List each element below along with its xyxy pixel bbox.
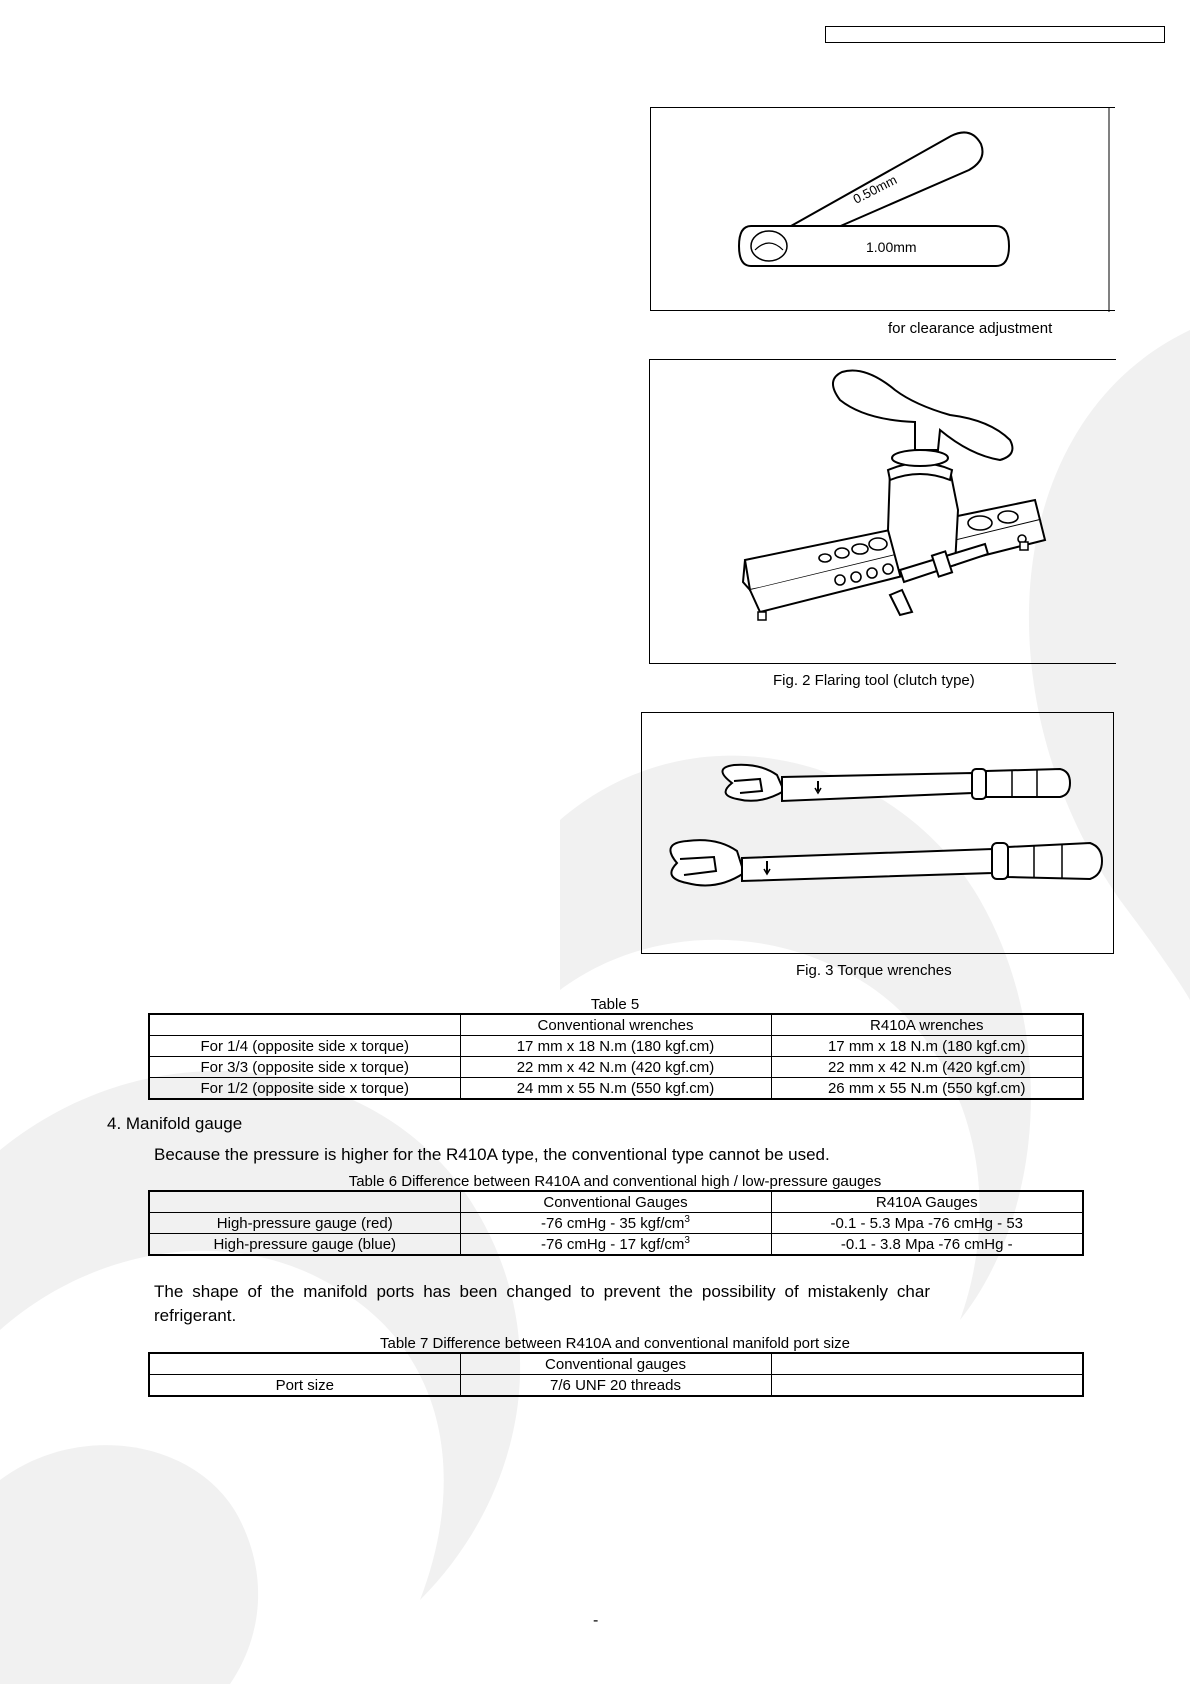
figure-torque-wrenches: [641, 712, 1114, 954]
table-cell: For 1/2 (opposite side x torque): [149, 1078, 460, 1100]
flaring-tool-drawing: [650, 360, 1117, 665]
gauge-label-050: 0.50mm: [850, 171, 900, 207]
superscript: 3: [684, 1234, 690, 1246]
figure-flaring-tool: [649, 359, 1116, 664]
superscript: 3: [684, 1213, 690, 1225]
table-cell: 22 mm x 42 N.m (420 kgf.cm): [460, 1057, 771, 1078]
paragraph-manifold-ports: The shape of the manifold ports has been changed to prevent the possibility of mistakenly char refrigerant.: [154, 1282, 930, 1325]
table6-header-row: [149, 1191, 1083, 1213]
figure-caption-feeler: for clearance adjustment: [888, 320, 1053, 337]
table-cell: 7/6 UNF 20 threads: [460, 1375, 771, 1397]
table-cell: 17 mm x 18 N.m (180 kgf.cm): [460, 1036, 771, 1057]
table-cell: 17 mm x 18 N.m (180 kgf.cm): [771, 1036, 1083, 1057]
table5-header-row: [149, 1014, 1083, 1036]
table-cell: [460, 1213, 771, 1234]
torque-wrenches-drawing: [642, 713, 1113, 953]
figure-feeler-gauge: [650, 107, 1115, 311]
table-cell: -0.1 - 3.8 Mpa -76 cmHg -: [771, 1234, 1083, 1256]
table-cell: 26 mm x 55 N.m (550 kgf.cm): [771, 1078, 1083, 1100]
cell-value: -76 cmHg - 35 kgf/cm: [541, 1214, 685, 1232]
table5-title: Table 5: [590, 996, 640, 1013]
section-heading-manifold-gauge: 4. Manifold gauge: [107, 1114, 243, 1133]
table-header-cell: Conventional wrenches: [460, 1014, 771, 1036]
table-cell: High-pressure gauge (red): [149, 1213, 460, 1234]
table5: [148, 1013, 1084, 1100]
header-doc-box: [825, 26, 1165, 43]
table-header-cell: [149, 1353, 460, 1375]
table-header-cell: [149, 1191, 460, 1213]
table-header-cell: [771, 1353, 1083, 1375]
table-header-cell: Conventional Gauges: [460, 1191, 771, 1213]
table-row: [149, 1078, 1083, 1100]
table-row: [149, 1234, 1083, 1256]
table7-header-row: [149, 1353, 1083, 1375]
gauge-label-100: 1.00mm: [866, 239, 917, 255]
paragraph-pressure: Because the pressure is higher for the R410A type, the conventional type cannot be used.: [154, 1145, 830, 1164]
table7: [148, 1352, 1084, 1397]
table6: [148, 1190, 1084, 1256]
table-cell: 22 mm x 42 N.m (420 kgf.cm): [771, 1057, 1083, 1078]
figure-caption-flaring: Fig. 2 Flaring tool (clutch type): [773, 672, 975, 689]
table-header-cell: [149, 1014, 460, 1036]
table-header-cell: Conventional gauges: [460, 1353, 771, 1375]
table6-title: Table 6 Difference between R410A and conventional high / low-pressure gauges: [348, 1173, 882, 1190]
figure-caption-torque: Fig. 3 Torque wrenches: [796, 962, 952, 979]
table-header-cell: R410A Gauges: [771, 1191, 1083, 1213]
table-cell: -0.1 - 5.3 Mpa -76 cmHg - 53: [771, 1213, 1083, 1234]
table-cell: 24 mm x 55 N.m (550 kgf.cm): [460, 1078, 771, 1100]
table-cell: For 3/3 (opposite side x torque): [149, 1057, 460, 1078]
table-row: [149, 1036, 1083, 1057]
feeler-gauge-drawing: [651, 108, 1116, 312]
table-cell: High-pressure gauge (blue): [149, 1234, 460, 1256]
table-cell: For 1/4 (opposite side x torque): [149, 1036, 460, 1057]
table-row: [149, 1057, 1083, 1078]
page-number: -: [593, 1612, 599, 1629]
table-cell: [771, 1375, 1083, 1397]
table-cell: [460, 1234, 771, 1256]
table-cell: Port size: [149, 1375, 460, 1397]
table-row: [149, 1213, 1083, 1234]
cell-value: -76 cmHg - 17 kgf/cm: [541, 1235, 685, 1253]
table-row: [149, 1375, 1083, 1397]
table7-title: Table 7 Difference between R410A and conventional manifold port size: [379, 1335, 851, 1352]
table-header-cell: R410A wrenches: [771, 1014, 1083, 1036]
